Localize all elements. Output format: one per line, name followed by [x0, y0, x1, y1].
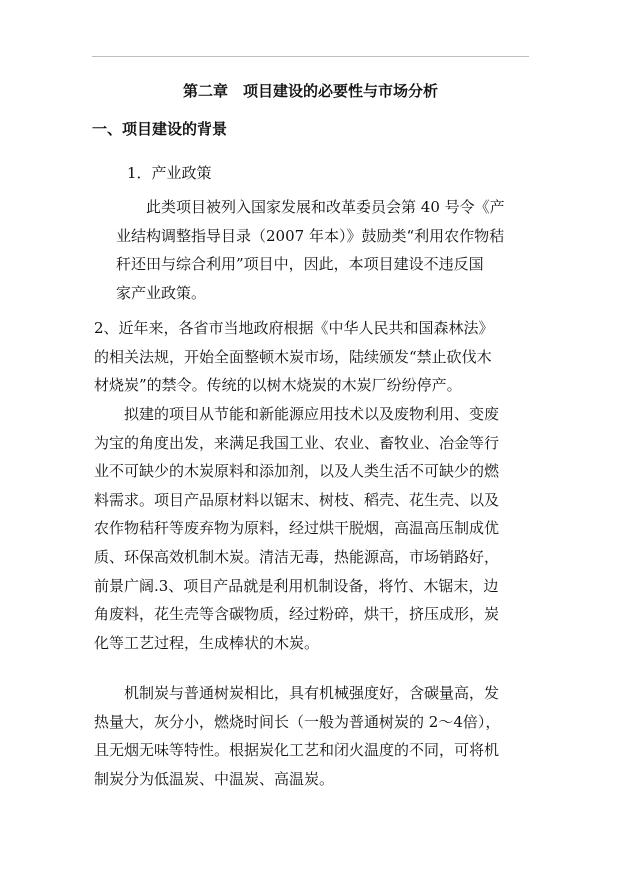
paragraph-forest-law: [94, 314, 530, 400]
paragraph-line: 角废料，花生壳等含碳物质，经过粉碎，烘干，挤压成形，炭: [94, 605, 500, 624]
paragraph-line: 制炭分为低温炭、中温炭、高温炭。: [94, 769, 335, 788]
paragraph-project-description: [94, 400, 530, 657]
header-rule: [92, 56, 529, 57]
paragraph-line: 此类项目被列入国家发展和改革委员会第 40 号令《产: [146, 198, 505, 216]
paragraph-machine-charcoal: [94, 679, 530, 793]
paragraph-line: 化等工艺过程，生成棒状的木炭。: [94, 633, 320, 652]
paragraph-line: 热量大，灰分小，燃烧时间长（一般为普通树炭的 2～4倍），: [94, 712, 501, 731]
paragraph-line: 机制炭与普通树炭相比，具有机械强度好，含碳量高，发: [124, 684, 500, 702]
paragraph-line: 材烧炭”的禁令。传统的以树木烧炭的木炭厂纷纷停产。: [94, 376, 462, 395]
paragraph-line: 2、近年来，各省市当地政府根据《中华人民共和国森林法》: [94, 319, 494, 337]
paragraph-line: 家产业政策。: [116, 283, 207, 302]
paragraph-line: 业不可缺少的木炭原料和添加剂，以及人类生活不可缺少的燃: [94, 462, 500, 481]
section-heading: 一、项目建设的背景: [92, 120, 228, 138]
paragraph-line: 农作物秸秆等废弃物为原料，经过烘干脱烟，高温高压制成优: [94, 519, 500, 538]
paragraph-line: 且无烟无味等特性。根据炭化工艺和闭火温度的不同，可将机: [94, 741, 500, 760]
paragraph-industry-policy: [116, 193, 530, 307]
paragraph-line: 为宝的角度出发，来满足我国工业、农业、畜牧业、冶金等行: [94, 433, 500, 452]
paragraph-line: 秆还田与综合利用”项目中，因此，本项目建设不违反国: [116, 255, 484, 274]
paragraph-line: 料需求。项目产品原材料以锯末、树枝、稻壳、花生壳、以及: [94, 490, 500, 509]
paragraph-line: 拟建的项目从节能和新能源应用技术以及废物利用、变废: [124, 405, 500, 423]
paragraph-line: 业结构调整指导目录（2007 年本）》鼓励类“利用农作物秸: [116, 226, 505, 245]
sub-heading-industry-policy: 1．产业政策: [127, 164, 212, 182]
paragraph-line: 的相关法规，开始全面整顿木炭市场，陆续颁发“禁止砍伐木: [94, 347, 492, 366]
chapter-title: 第二章 项目建设的必要性与市场分析: [182, 82, 438, 100]
paragraph-line: 质、环保高效机制木炭。清洁无毒，热能源高，市场销路好，: [94, 547, 500, 566]
paragraph-line: 前景广阔.3、项目产品就是利用机制设备，将竹、木锯末，边: [94, 576, 499, 595]
